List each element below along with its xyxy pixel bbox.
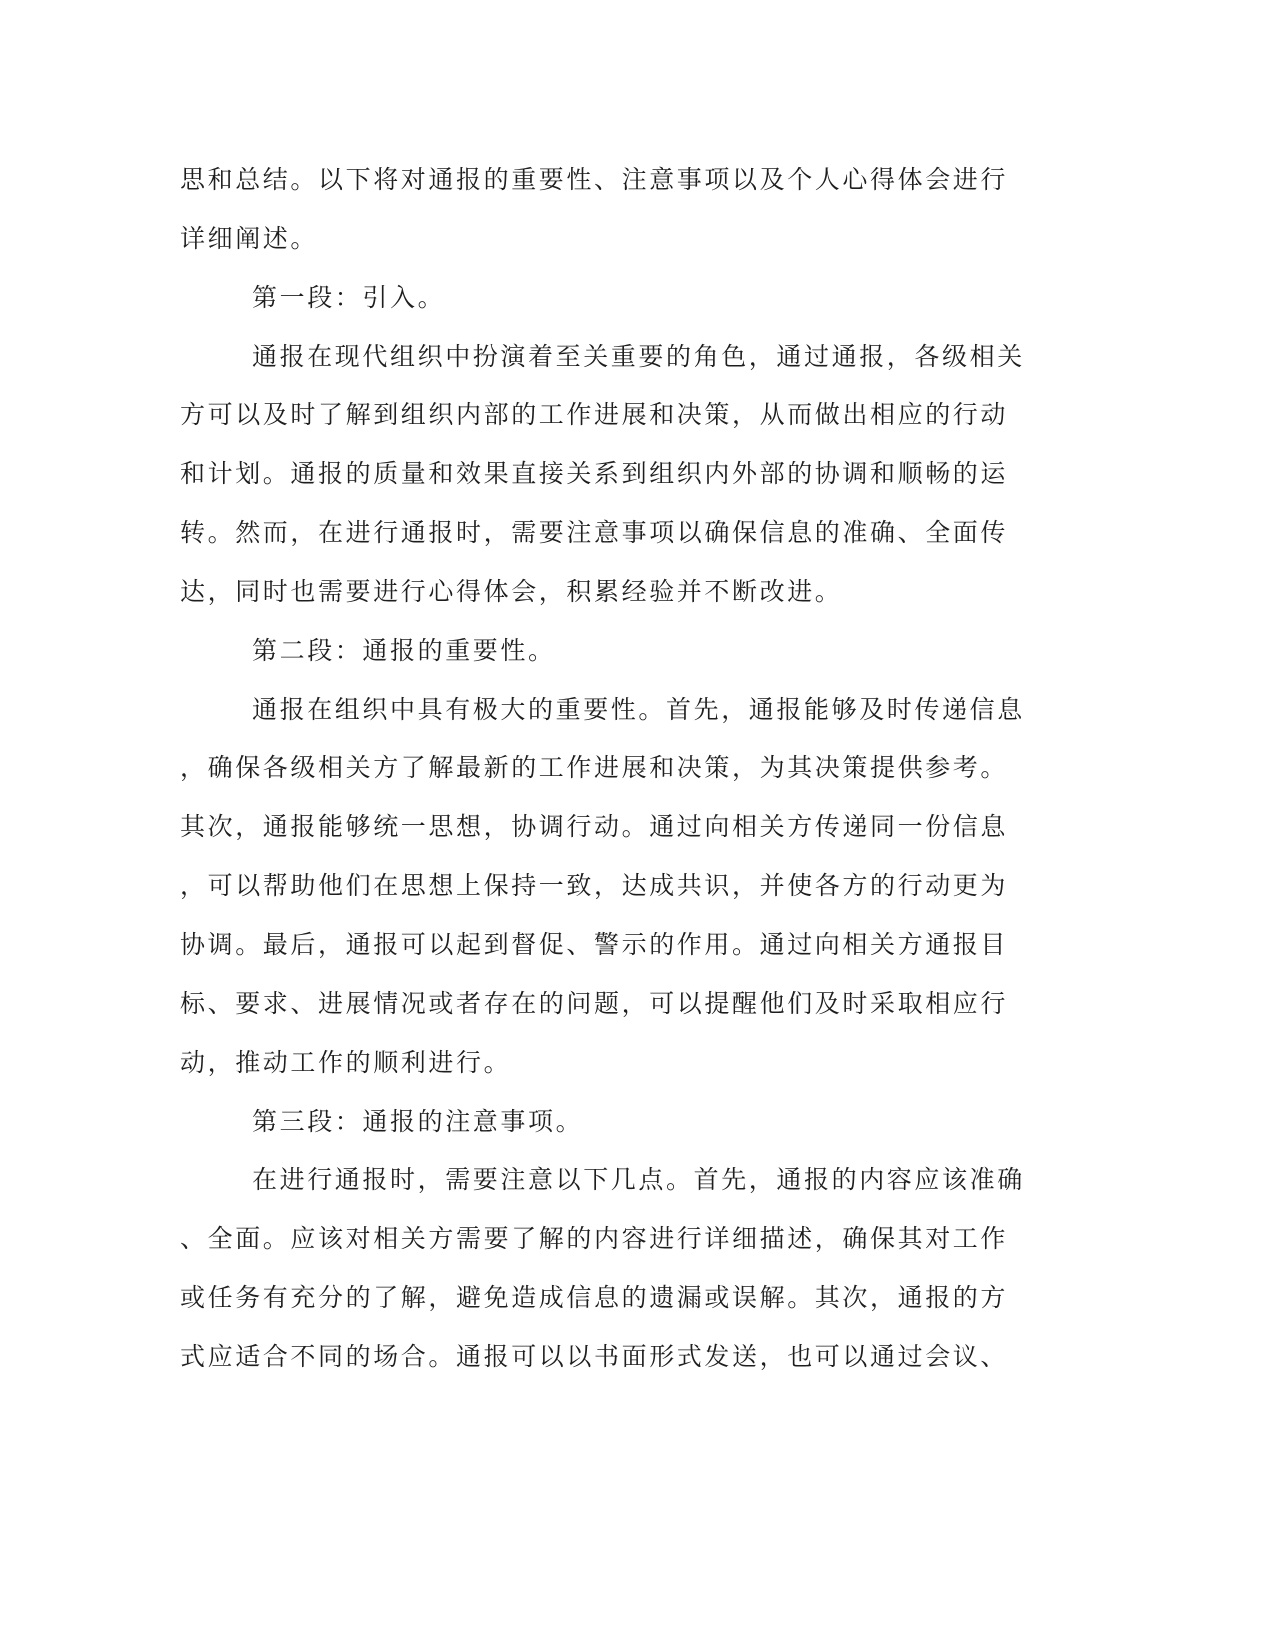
text-line: 或任务有充分的了解，避免造成信息的遗漏或误解。其次，通报的方 — [180, 1283, 1009, 1313]
section-heading-1 — [180, 269, 1080, 328]
text-line: 转。然而，在进行通报时，需要注意事项以确保信息的准确、全面传 — [180, 518, 1009, 548]
text-line: 通报在现代组织中扮演着至关重要的角色，通过通报，各级相关 — [252, 341, 1025, 371]
text-line: 其次，通报能够统一思想，协调行动。通过向相关方传递同一份信息 — [180, 812, 1009, 842]
text-line: 、全面。应该对相关方需要了解的内容进行详细描述，确保其对工作 — [180, 1224, 1009, 1254]
text-line: 协调。最后，通报可以起到督促、警示的作用。通过向相关方通报目 — [180, 929, 1009, 959]
text-line: 标、要求、进展情况或者存在的问题，可以提醒他们及时采取相应行 — [180, 988, 1009, 1018]
section-heading-3 — [180, 1093, 1080, 1152]
section-heading-text: 第一段：引入。 — [252, 282, 446, 312]
text-line: 通报在组织中具有极大的重要性。首先，通报能够及时传递信息 — [252, 694, 1025, 724]
paragraph-importance — [180, 681, 1080, 1093]
text-line: 式应适合不同的场合。通报可以以书面形式发送，也可以通过会议、 — [180, 1341, 1009, 1371]
text-line: 思和总结。以下将对通报的重要性、注意事项以及个人心得体会进行 — [180, 165, 1009, 194]
text-line: 动，推动工作的顺利进行。 — [180, 1047, 512, 1077]
text-line: 达，同时也需要进行心得体会，积累经验并不断改进。 — [180, 576, 843, 606]
text-line: 在进行通报时，需要注意以下几点。首先，通报的内容应该准确 — [252, 1165, 1025, 1195]
section-heading-text: 第三段：通报的注意事项。 — [252, 1106, 584, 1136]
text-line: ，可以帮助他们在思想上保持一致，达成共识，并使各方的行动更为 — [180, 871, 1009, 901]
text-line: 详细阐述。 — [180, 223, 319, 253]
text-line: 方可以及时了解到组织内部的工作进展和决策，从而做出相应的行动 — [180, 400, 1009, 430]
paragraph-continuation — [180, 151, 1080, 269]
section-heading-2 — [180, 622, 1080, 681]
text-line: ，确保各级相关方了解最新的工作进展和决策，为其决策提供参考。 — [180, 753, 1009, 783]
paragraph-precautions — [180, 1151, 1080, 1386]
section-heading-text: 第二段：通报的重要性。 — [252, 635, 556, 665]
text-line: 和计划。通报的质量和效果直接关系到组织内外部的协调和顺畅的运 — [180, 459, 1009, 489]
document-body — [180, 151, 1080, 1387]
paragraph-introduction — [180, 328, 1080, 622]
